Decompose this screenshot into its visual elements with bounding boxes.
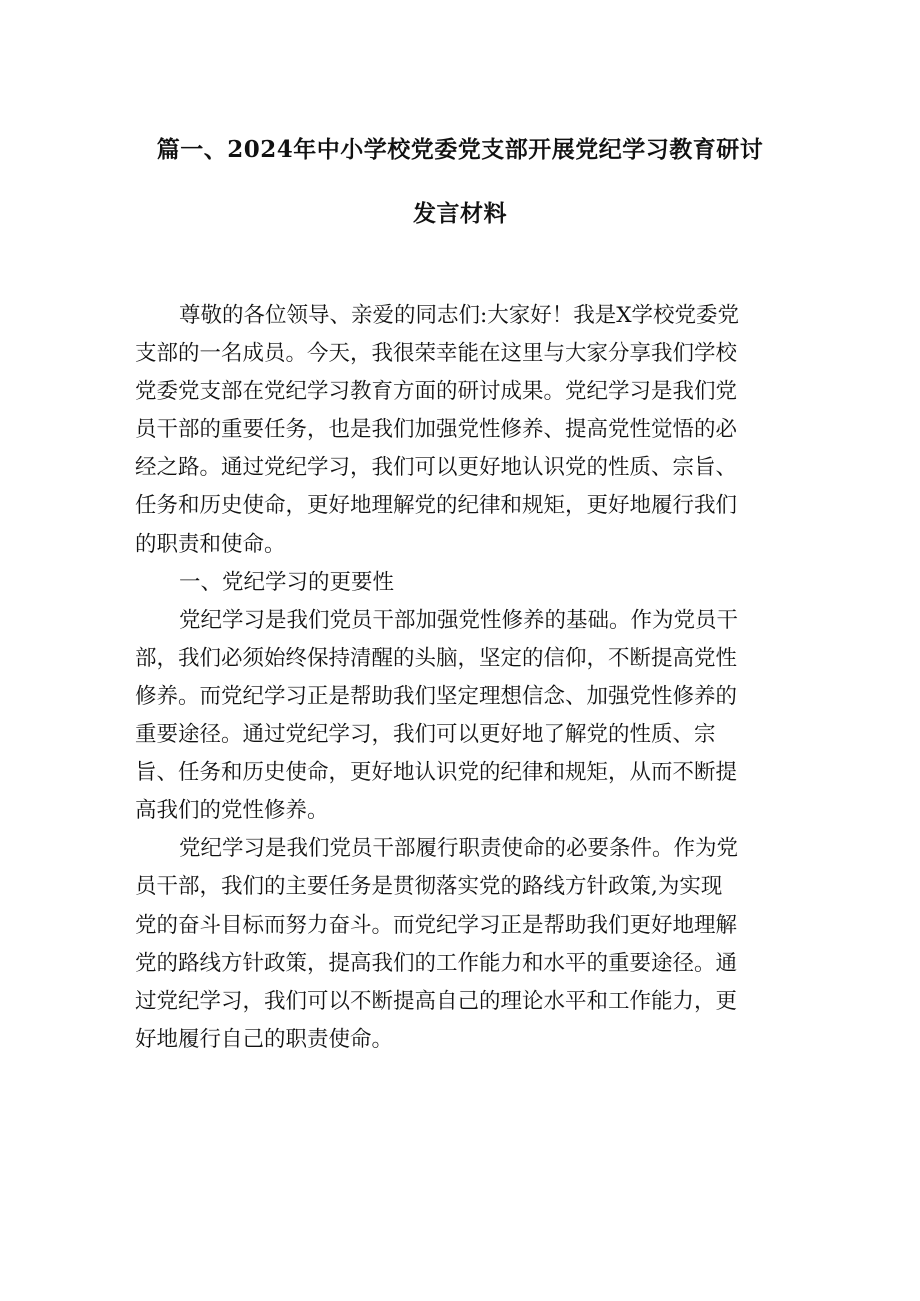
body-line: 好地履行自己的职责使命。 — [135, 1026, 394, 1052]
body-line: 过党纪学习，我们可以不断提高自己的理论水平和工作能力，更 — [135, 988, 738, 1014]
body-line: 党的奋斗目标而努力奋斗。而党纪学习正是帮助我们更好地理解 — [135, 912, 738, 938]
body-line: 党的路线方针政策，提高我们的工作能力和水平的重要途径。通 — [135, 950, 738, 976]
document-body — [135, 297, 785, 1059]
body-line: 党纪学习是我们党员干部加强党性修养的基础。作为党员干 — [179, 607, 739, 633]
body-line: 尊敬的各位领导、亲爱的同志们:大家好！我是X学校党委党 — [179, 303, 740, 328]
document-title-line-2: 发言材料 — [413, 200, 507, 227]
body-line: 部，我们必须始终保持清醒的头脑，坚定的信仰，不断提高党性 — [135, 645, 738, 671]
body-line: 经之路。通过党纪学习，我们可以更好地认识党的性质、宗旨、 — [135, 455, 738, 481]
body-line: 支部的一名成员。今天，我很荣幸能在这里与大家分享我们学校 — [135, 341, 738, 367]
body-line: 员干部的重要任务，也是我们加强党性修养、提高党性觉悟的必 — [135, 417, 738, 443]
section-heading: 一、党纪学习的更要性 — [179, 569, 395, 595]
document-title-line-1: 篇一、2024年中小学校党委党支部开展党纪学习教育研讨 — [156, 136, 764, 163]
body-line: 党纪学习是我们党员干部履行职责使命的必要条件。作为党 — [179, 836, 739, 862]
body-line: 党委党支部在党纪学习教育方面的研讨成果。党纪学习是我们党 — [135, 379, 738, 405]
body-line: 重要途径。通过党纪学习，我们可以更好地了解党的性质、宗 — [135, 722, 716, 748]
body-line: 旨、任务和历史使命，更好地认识党的纪律和规矩，从而不断提 — [135, 760, 738, 786]
body-line: 高我们的党性修养。 — [135, 798, 329, 824]
body-line: 的职责和使命。 — [135, 531, 286, 557]
body-line: 修养。而党纪学习正是帮助我们坚定理想信念、加强党性修养的 — [135, 683, 738, 709]
body-line: 员干部，我们的主要任务是贯彻落实党的路线方针政策,为实现 — [135, 874, 723, 900]
body-line: 任务和历史使命，更好地理解党的纪律和规矩，更好地履行我们 — [135, 493, 738, 519]
